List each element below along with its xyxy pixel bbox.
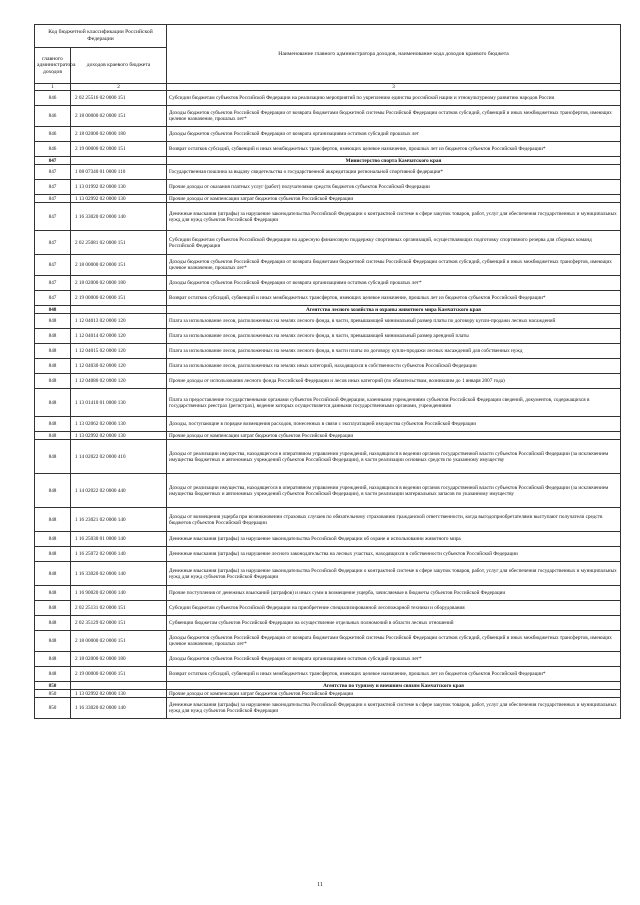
admin-code-cell: 846 [35,91,71,106]
header-admin: главного администратора доходов [35,48,71,84]
admin-code-cell: 848 [35,440,71,474]
admin-code-cell: 848 [35,474,71,508]
revenue-code-cell: 1 13 01410 01 0000 130 [71,389,167,417]
table-row [35,195,621,203]
col-number-2: 2 [71,84,167,91]
table-row [35,690,621,698]
admin-code-cell: 847 [35,276,71,291]
revenue-code-cell: 1 14 02022 02 0000 440 [71,474,167,508]
revenue-name-cell: Денежные взыскания (штрафы) за нарушение лесного законодательства на лесных участках, находящихся в собственности субъектов Российской Федерации [167,547,621,562]
admin-code-cell: 846 [35,106,71,127]
admin-code-cell: 848 [35,667,71,682]
revenue-name-cell: Доходы бюджетов субъектов Российской Федерации от возврата организациями остатков субсидий прошлых лет* [167,652,621,667]
admin-code-cell: 850 [35,682,71,690]
admin-code-cell: 848 [35,562,71,586]
admin-code-cell: 848 [35,374,71,389]
revenue-name-cell: Прочие поступления от денежных взысканий (штрафов) и иных сумм в возмещение ущерба, зачисляемые в бюджеты субъектов Российской Федерации [167,586,621,601]
revenue-code-cell: 2 18 00000 02 0000 151 [71,631,167,652]
admin-code-cell: 847 [35,165,71,180]
revenue-code-cell [71,306,167,314]
admin-code-cell: 848 [35,631,71,652]
revenue-code-cell: 1 13 02992 02 0000 130 [71,195,167,203]
admin-code-cell: 847 [35,195,71,203]
table-row [35,389,621,417]
admin-code-cell: 847 [35,255,71,276]
table-body [35,91,621,719]
table-row [35,142,621,157]
table-row [35,165,621,180]
admin-code-cell: 847 [35,203,71,231]
admin-code-cell: 848 [35,306,71,314]
table-row [35,276,621,291]
table-row [35,255,621,276]
admin-code-cell: 848 [35,314,71,329]
revenue-code-cell: 2 18 02000 02 0000 180 [71,652,167,667]
revenue-name-cell: Министерство спорта Камчатского края [167,157,621,165]
admin-code-cell: 847 [35,231,71,255]
admin-code-cell: 848 [35,616,71,631]
revenue-administrators-table [34,24,621,719]
revenue-name-cell: Доходы от реализации имущества, находящегося в оперативном управлении учреждений, находящихся в ведении органов государственной власти субъектов Российской Федерации (за исключением имущества бюджетных и автономных учреждений субъектов Российской Федерации), в части реализации основных средств по указанному имуществу [167,440,621,474]
revenue-code-cell: 1 16 23021 02 0000 140 [71,508,167,532]
revenue-code-cell: 1 12 04015 02 0000 120 [71,344,167,359]
revenue-name-cell: Плата за использование лесов, расположенных на землях иных категорий, находящихся в собственности субъектов Российской Федерации [167,359,621,374]
revenue-name-cell: Прочие доходы от оказания платных услуг (работ) получателями средств бюджетов субъектов Российской Федерации [167,180,621,195]
revenue-code-cell [71,682,167,690]
table-row [35,601,621,616]
table-row [35,314,621,329]
admin-code-cell: 847 [35,157,71,165]
table-row [35,547,621,562]
admin-code-cell: 847 [35,180,71,195]
revenue-code-cell: 1 12 04014 02 0000 120 [71,329,167,344]
table-row [35,106,621,127]
admin-code-cell: 848 [35,508,71,532]
table-row [35,291,621,306]
table-row [35,127,621,142]
revenue-name-cell: Плата за использование лесов, расположенных на землях лесного фонда, в части, превышающей минимальный размер арендной платы [167,329,621,344]
revenue-name-cell: Агентство лесного хозяйства и охраны животного мира Камчатского края [167,306,621,314]
col-number-3: 3 [167,84,621,91]
revenue-code-cell: 1 13 01992 02 0000 130 [71,180,167,195]
table-row [35,586,621,601]
table-row [35,667,621,682]
admin-code-cell: 848 [35,652,71,667]
revenue-code-cell: 1 14 02022 02 0000 410 [71,440,167,474]
revenue-code-cell: 2 19 00000 02 0000 151 [71,291,167,306]
revenue-name-cell: Денежные взыскания (штрафы) за нарушение законодательства Российской Федерации об охране и использовании животного мира [167,532,621,547]
table-row [35,91,621,106]
table-row [35,631,621,652]
admin-code-cell: 848 [35,359,71,374]
revenue-name-cell: Доходы бюджетов субъектов Российской Федерации от возврата организациями остатков субсидий прошлых лет [167,127,621,142]
table-row [35,203,621,231]
revenue-code-cell: 2 02 25516 02 0000 151 [71,91,167,106]
header-name: Наименование главного администратора доходов, наименование кода доходов краевого бюджета [167,25,621,84]
revenue-name-cell: Доходы бюджетов субъектов Российской Федерации от возврата организациями остатков субсидий прошлых лет* [167,276,621,291]
header-budget-classification: Код бюджетной классификации Российской Федерации [35,25,167,48]
revenue-code-cell: 1 08 07340 01 0000 110 [71,165,167,180]
table-row [35,508,621,532]
revenue-code-cell: 2 18 00000 02 0000 151 [71,255,167,276]
revenue-code-cell: 2 19 00000 02 0000 151 [71,142,167,157]
revenue-name-cell: Доходы бюджетов субъектов Российской Федерации от возврата бюджетами бюджетной системы Российской Федерации остатков субсидий, субвенций и иных межбюджетных трансфертов, имеющих целевое назначение, прошлых лет* [167,106,621,127]
table-row [35,374,621,389]
revenue-name-cell: Доходы от реализации имущества, находящегося в оперативном управлении учреждений, находящихся в ведении органов государственной власти субъектов Российской Федерации (за исключением имущества бюджетных и автономных учреждений субъектов Российской Федерации), в части реализации материальных запасов по указанному имуществу [167,474,621,508]
admin-code-cell: 848 [35,417,71,432]
table-row [35,432,621,440]
revenue-name-cell: Доходы бюджетов субъектов Российской Федерации от возврата бюджетами бюджетной системы Российской Федерации остатков субсидий, субвенций и иных межбюджетных трансфертов, имеющих целевое назначение, прошлых лет* [167,255,621,276]
table-row [35,344,621,359]
admin-code-cell: 848 [35,532,71,547]
revenue-code-cell: 1 16 33020 02 0000 140 [71,562,167,586]
section-row [35,306,621,314]
table-row [35,616,621,631]
revenue-name-cell: Плата за использование лесов, расположенных на землях лесного фонда, в части, превышающей минимальный размер платы по договору купли-продажи лесных насаждений [167,314,621,329]
admin-code-cell: 847 [35,291,71,306]
revenue-name-cell: Денежные взыскания (штрафы) за нарушение законодательства Российской Федерации о контрактной системе в сфере закупок товаров, работ, услуг для обеспечения государственных и муниципальных нужд для нужд субъектов Российской Федерации [167,203,621,231]
table-row [35,440,621,474]
revenue-code-cell: 1 16 33020 02 0000 140 [71,698,167,719]
revenue-code-cell: 2 18 00000 02 0000 151 [71,106,167,127]
revenue-code-cell: 1 13 02992 02 0000 130 [71,432,167,440]
table-row [35,180,621,195]
table-row [35,474,621,508]
revenue-code-cell: 1 16 25072 02 0000 140 [71,547,167,562]
revenue-code-cell: 1 12 04080 02 0000 120 [71,374,167,389]
admin-code-cell: 848 [35,329,71,344]
revenue-name-cell: Агентство по туризму и внешним связям Камчатского края [167,682,621,690]
revenue-code-cell: 2 02 35129 02 0000 151 [71,616,167,631]
section-row [35,157,621,165]
revenue-name-cell: Субсидии бюджетам субъектов Российской Федерации на адресную финансовую поддержку спортивных организаций, осуществляющих подготовку спортивного резерва для сборных команд Российской Федерации [167,231,621,255]
revenue-code-cell: 1 12 04013 02 0000 120 [71,314,167,329]
admin-code-cell: 846 [35,127,71,142]
revenue-code-cell: 1 16 90020 02 0000 140 [71,586,167,601]
revenue-name-cell: Возврат остатков субсидий, субвенций и иных межбюджетных трансфертов, имеющих целевое назначение, прошлых лет из бюджетов субъектов Российской Федерации* [167,142,621,157]
revenue-name-cell: Возврат остатков субсидий, субвенций и иных межбюджетных трансфертов, имеющих целевое назначение, прошлых лет из бюджетов субъектов Российской Федерации* [167,667,621,682]
revenue-code-cell: 1 16 33020 02 0000 140 [71,203,167,231]
table-row [35,231,621,255]
revenue-name-cell: Денежные взыскания (штрафы) за нарушение законодательства Российской Федерации о контрактной системе в сфере закупок товаров, работ, услуг для обеспечения государственных и муниципальных нужд для нужд субъектов Российской Федерации [167,698,621,719]
document-page [34,24,620,719]
revenue-code-cell: 2 18 02000 02 0000 180 [71,276,167,291]
table-row [35,359,621,374]
revenue-code-cell: 1 16 25030 01 0000 140 [71,532,167,547]
revenue-name-cell: Прочие доходы от компенсации затрат бюджетов субъектов Российской Федерации [167,690,621,698]
table-row [35,652,621,667]
col-number-1: 1 [35,84,71,91]
header-code: доходов краевого бюджета [71,48,167,84]
revenue-name-cell: Плата за предоставление государственными органами субъектов Российской Федерации, казенными учреждениями субъектов Российской Федерации сведений, документов, содержащихся в государственных реестрах (регистрах), ведение которых осуществляется данными государственными органами, учреждениями [167,389,621,417]
table-row [35,329,621,344]
section-row [35,682,621,690]
admin-code-cell: 848 [35,601,71,616]
revenue-code-cell: 2 02 25131 02 0000 151 [71,601,167,616]
revenue-name-cell: Государственная пошлина за выдачу свидетельства о государственной аккредитации региональной спортивной федерации* [167,165,621,180]
table-row [35,417,621,432]
revenue-name-cell: Плата за использование лесов, расположенных на землях лесного фонда, в части платы по договору купли-продажи лесных насаждений для собственных нужд [167,344,621,359]
admin-code-cell: 848 [35,547,71,562]
revenue-name-cell: Денежные взыскания (штрафы) за нарушение законодательства Российской Федерации о контрактной системе в сфере закупок товаров, работ, услуг для обеспечения государственных и муниципальных нужд для нужд субъектов Российской Федерации [167,562,621,586]
revenue-name-cell: Субвенции бюджетам субъектов Российской Федерации на осуществление отдельных полномочий в области лесных отношений [167,616,621,631]
admin-code-cell: 850 [35,690,71,698]
admin-code-cell: 848 [35,344,71,359]
revenue-code-cell: 1 13 02062 02 0000 130 [71,417,167,432]
admin-code-cell: 848 [35,389,71,417]
revenue-name-cell: Субсидии бюджетам субъектов Российской Федерации на реализацию мероприятий по укреплению единства российской нации и этнокультурному развитию народов России [167,91,621,106]
revenue-name-cell: Доходы бюджетов субъектов Российской Федерации от возврата бюджетами бюджетной системы Российской Федерации остатков субсидий, субвенций и иных межбюджетных трансфертов, имеющих целевое назначение, прошлых лет* [167,631,621,652]
revenue-code-cell [71,157,167,165]
revenue-code-cell: 2 19 00000 02 0000 151 [71,667,167,682]
admin-code-cell: 848 [35,586,71,601]
revenue-code-cell: 2 18 02000 02 0000 180 [71,127,167,142]
revenue-code-cell: 2 02 25081 02 0000 151 [71,231,167,255]
revenue-name-cell: Доходы от возмещения ущерба при возникновении страховых случаев по обязательному страхованию гражданской ответственности, когда выгодоприобретателями выступают получатели средств бюджетов субъектов Российской Федерации [167,508,621,532]
revenue-name-cell: Доходы, поступающие в порядке возмещения расходов, понесенных в связи с эксплуатацией имущества субъектов Российской Федерации [167,417,621,432]
table-row [35,698,621,719]
revenue-name-cell: Прочие доходы от использования лесного фонда Российской Федерации и лесов иных категорий (по обязательствам, возникшим до 1 января 2007 года) [167,374,621,389]
table-row [35,532,621,547]
admin-code-cell: 848 [35,432,71,440]
revenue-name-cell: Возврат остатков субсидий, субвенций и иных межбюджетных трансфертов, имеющих целевое назначение, прошлых лет из бюджетов субъектов Российской Федерации* [167,291,621,306]
admin-code-cell: 850 [35,698,71,719]
revenue-code-cell: 1 13 02992 02 0000 130 [71,690,167,698]
page-number: 11 [317,882,323,888]
admin-code-cell: 846 [35,142,71,157]
revenue-name-cell: Прочие доходы от компенсации затрат бюджетов субъектов Российской Федерации [167,195,621,203]
revenue-name-cell: Субсидии бюджетам субъектов Российской Федерации на приобретение специализированной лесопожарной техники и оборудования [167,601,621,616]
revenue-code-cell: 1 12 04030 02 0000 120 [71,359,167,374]
revenue-name-cell: Прочие доходы от компенсации затрат бюджетов субъектов Российской Федерации [167,432,621,440]
table-row [35,562,621,586]
